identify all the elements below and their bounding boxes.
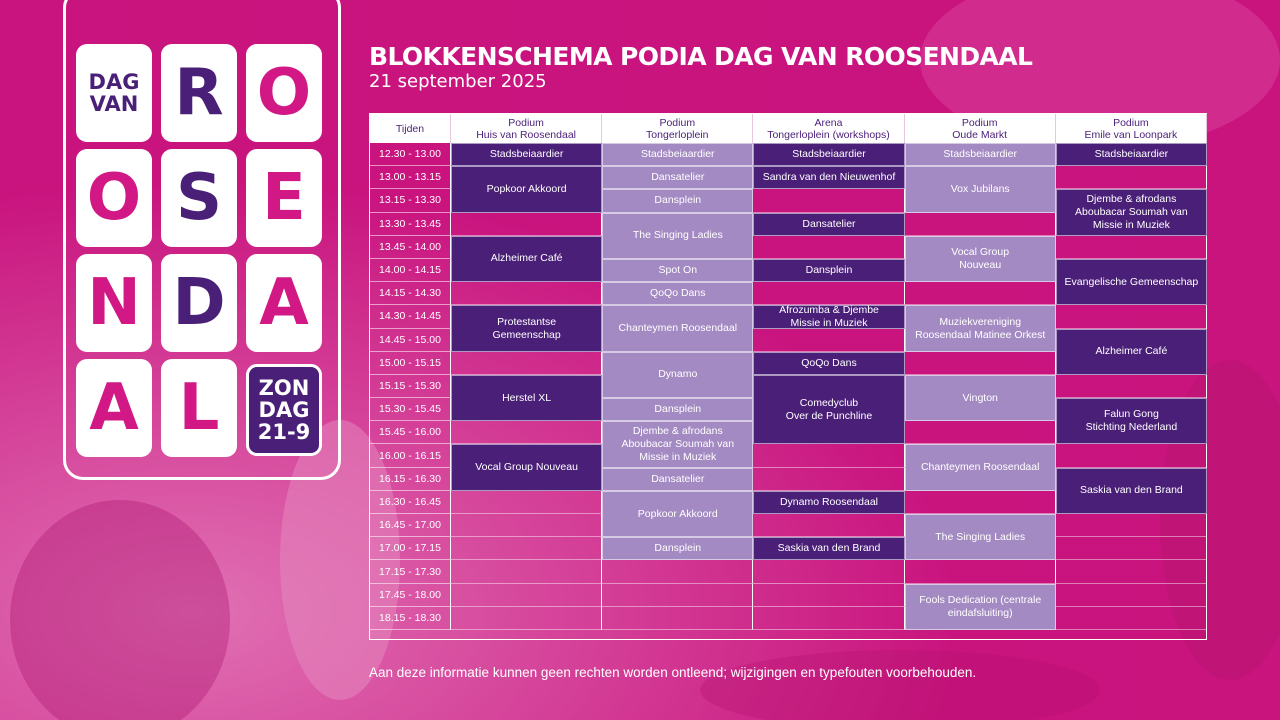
program-block: The Singing Ladies [905,514,1056,560]
program-block: Dansatelier [602,468,753,491]
program-block: Stadsbeiaardier [905,143,1056,166]
venue-header [905,114,1056,143]
venue-header [1056,114,1207,143]
empty-slot [602,560,753,583]
empty-slot [905,421,1056,444]
program-block: Sandra van den Nieuwenhof [753,166,904,189]
logo-tile-s: S [161,149,237,247]
venue-header [753,114,904,143]
program-block: Comedyclub Over de Punchline [753,375,904,445]
logo-tile-d: D [161,254,237,352]
venue-name: Oude Markt [952,128,1008,141]
empty-slot [1056,607,1207,630]
program-block: Dynamo [602,352,753,398]
time-slot: 17.15 - 17.30 [370,560,451,583]
venue-name: Tongerloplein [646,128,709,141]
empty-slot [753,584,904,607]
empty-slot [602,584,753,607]
program-block: Afrozumba & Djembe Missie in Muziek [753,305,904,328]
schedule-table [369,113,1207,640]
venue-type: Arena [814,116,843,129]
program-block: Stadsbeiaardier [753,143,904,166]
program-block: Dansplein [753,259,904,282]
empty-slot [905,282,1056,305]
time-slot: 16.15 - 16.30 [370,468,451,491]
venue-name: Huis van Roosendaal [476,128,576,141]
time-slot: 14.15 - 14.30 [370,282,451,305]
empty-slot [451,584,602,607]
empty-slot [1056,514,1207,537]
program-block: Stadsbeiaardier [602,143,753,166]
empty-slot [753,236,904,259]
empty-slot [602,607,753,630]
empty-slot [753,607,904,630]
empty-slot [451,491,602,514]
empty-slot [753,282,904,305]
program-block: Dansatelier [602,166,753,189]
time-slot: 12.30 - 13.00 [370,143,451,166]
program-block: Dansplein [602,537,753,560]
program-block: Dynamo Roosendaal [753,491,904,514]
empty-slot [905,352,1056,375]
program-block: Alzheimer Café [1056,329,1207,375]
program-block: Saskia van den Brand [1056,468,1207,514]
program-block: QoQo Dans [753,352,904,375]
empty-slot [1056,560,1207,583]
empty-slot [451,514,602,537]
logo-van-text: VAN [89,92,139,116]
time-slot: 16.00 - 16.15 [370,444,451,467]
logo-tile-o1: O [246,44,322,142]
badge-dag-text: DAG [258,397,310,422]
venue-type: Podium [1113,116,1149,129]
time-slot: 16.45 - 17.00 [370,514,451,537]
time-slot: 15.30 - 15.45 [370,398,451,421]
empty-slot [905,213,1056,236]
program-block: Popkoor Akkoord [602,491,753,537]
empty-slot [753,468,904,491]
badge-date-text: 21-9 [257,420,311,445]
empty-slot [451,421,602,444]
logo-tile-r: R [161,44,237,142]
venue-type: Podium [659,116,696,129]
empty-slot [1056,444,1207,467]
program-block: Vocal Group Nouveau [451,444,602,490]
time-slot: 13.30 - 13.45 [370,213,451,236]
time-slot: 13.15 - 13.30 [370,189,451,212]
program-block: Spot On [602,259,753,282]
empty-slot [1056,236,1207,259]
time-slot: 13.45 - 14.00 [370,236,451,259]
logo-date-badge [246,364,322,456]
time-column-header: Tijden [370,114,451,143]
time-slot: 16.30 - 16.45 [370,491,451,514]
program-block: Evangelische Gemeenschap [1056,259,1207,305]
time-slot: 15.00 - 15.15 [370,352,451,375]
program-block: Djembe & afrodans Aboubacar Soumah van Missie in Muziek [602,421,753,467]
page-title: BLOKKENSCHEMA PODIA DAG VAN ROOSENDAAL [369,42,1033,71]
empty-slot [451,213,602,236]
time-slot: 17.00 - 17.15 [370,537,451,560]
logo-tile-dag-van [76,44,152,142]
empty-slot [451,560,602,583]
empty-slot [451,607,602,630]
program-block: Popkoor Akkoord [451,166,602,212]
empty-slot [1056,166,1207,189]
program-block: Fools Dedication (centrale eindafsluiting) [905,584,1056,630]
logo-dag-text: DAG [88,69,140,94]
empty-slot [1056,305,1207,328]
program-block: The Singing Ladies [602,213,753,259]
venue-name: Emile van Loonpark [1084,128,1178,141]
program-block: Protestantse Gemeenschap [451,305,602,351]
logo-tile-o2: O [76,149,152,247]
time-slot: 15.45 - 16.00 [370,421,451,444]
venue-type: Podium [961,116,998,129]
empty-slot [753,189,904,212]
program-block: Djembe & afrodans Aboubacar Soumah van Missie in Muziek [1056,189,1207,235]
program-block: Chanteymen Roosendaal [905,444,1056,490]
empty-slot [1056,584,1207,607]
venue-name: Tongerloplein (workshops) [767,128,890,141]
program-block: Dansplein [602,189,753,212]
page-date: 21 september 2025 [369,71,547,92]
time-slot: 13.00 - 13.15 [370,166,451,189]
program-block: QoQo Dans [602,282,753,305]
time-slot: 14.45 - 15.00 [370,329,451,352]
time-slot: 14.30 - 14.45 [370,305,451,328]
empty-slot [1056,375,1207,398]
badge-zon-text: ZON [258,375,310,400]
program-block: Falun Gong Stichting Nederland [1056,398,1207,444]
logo-tile-a1: A [246,254,322,352]
logo-tile-l: L [161,359,237,457]
venue-header [602,114,753,143]
venue-type: Podium [508,116,544,129]
program-block: Vington [905,375,1056,421]
program-block: Alzheimer Café [451,236,602,282]
program-block: Muziekvereniging Roosendaal Matinee Orkest [905,305,1056,351]
program-block: Vox Jubilans [905,166,1056,212]
empty-slot [451,352,602,375]
program-block: Saskia van den Brand [753,537,904,560]
time-slot: 14.00 - 14.15 [370,259,451,282]
empty-slot [1056,537,1207,560]
time-slot: 18.15 - 18.30 [370,607,451,630]
empty-slot [753,514,904,537]
logo-tile-n: N [76,254,152,352]
disclaimer-text: Aan deze informatie kunnen geen rechten worden ontleend; wijzigingen en typefouten voorbehouden. [369,665,977,680]
empty-slot [753,444,904,467]
logo-tile-e: E [246,149,322,247]
program-block: Dansplein [602,398,753,421]
program-block: Herstel XL [451,375,602,421]
empty-slot [905,491,1056,514]
empty-slot [753,560,904,583]
program-block: Stadsbeiaardier [1056,143,1207,166]
time-slot: 15.15 - 15.30 [370,375,451,398]
empty-slot [753,329,904,352]
time-slot: 17.45 - 18.00 [370,584,451,607]
program-block: Stadsbeiaardier [451,143,602,166]
empty-slot [905,560,1056,583]
empty-slot [451,537,602,560]
program-block: Vocal Group Nouveau [905,236,1056,282]
program-block: Chanteymen Roosendaal [602,305,753,351]
empty-slot [451,282,602,305]
venue-header [451,114,602,143]
logo-tile-a2: A [76,359,152,457]
program-block: Dansatelier [753,213,904,236]
